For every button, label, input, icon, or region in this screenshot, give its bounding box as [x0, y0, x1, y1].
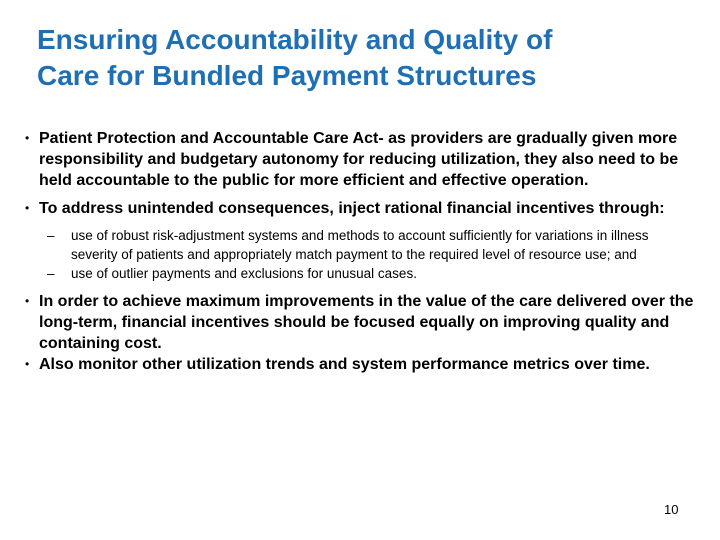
- sub-bullet-item: [0, 264, 720, 283]
- slide-title: [37, 22, 697, 94]
- bullet-marker: •: [25, 294, 30, 308]
- bullet-text: Patient Protection and Accountable Care Act- as providers are gradually given more responsibility and budgetary autonomy for reducing utilization, they also need to be held accountable to the public for more efficient and effective operation.: [39, 130, 679, 189]
- bullet-item: [0, 198, 720, 219]
- sub-bullet-text: use of robust risk-adjustment systems and methods to account sufficiently for variations in illness severity of patients and appropriately match payment to the required level of resource use; and: [71, 228, 649, 262]
- sub-bullet-item: [0, 226, 720, 264]
- sub-bullet-text: use of outlier payments and exclusions for unusual cases.: [71, 266, 417, 281]
- bullet-marker: •: [25, 357, 30, 371]
- slide-title-line-1: Ensuring Accountability and Quality of: [37, 24, 553, 55]
- slide-body: [0, 128, 720, 375]
- page-number: 10: [664, 502, 679, 517]
- bullet-item: [0, 354, 720, 375]
- bullet-item: [0, 128, 720, 191]
- bullet-marker: •: [25, 131, 30, 145]
- bullet-text: Also monitor other utilization trends and system performance metrics over time.: [39, 356, 650, 373]
- bullet-text: In order to achieve maximum improvements in the value of the care delivered over the long-term, financial incentives should be focused equally on improving quality and containing cost.: [39, 293, 694, 352]
- bullet-text: To address unintended consequences, inject rational financial incentives through:: [39, 200, 665, 217]
- sub-bullet-marker: –: [47, 266, 55, 281]
- sub-bullet-marker: –: [47, 228, 55, 243]
- bullet-item: [0, 291, 720, 354]
- slide-title-line-2: Care for Bundled Payment Structures: [37, 60, 537, 91]
- bullet-marker: •: [25, 201, 30, 215]
